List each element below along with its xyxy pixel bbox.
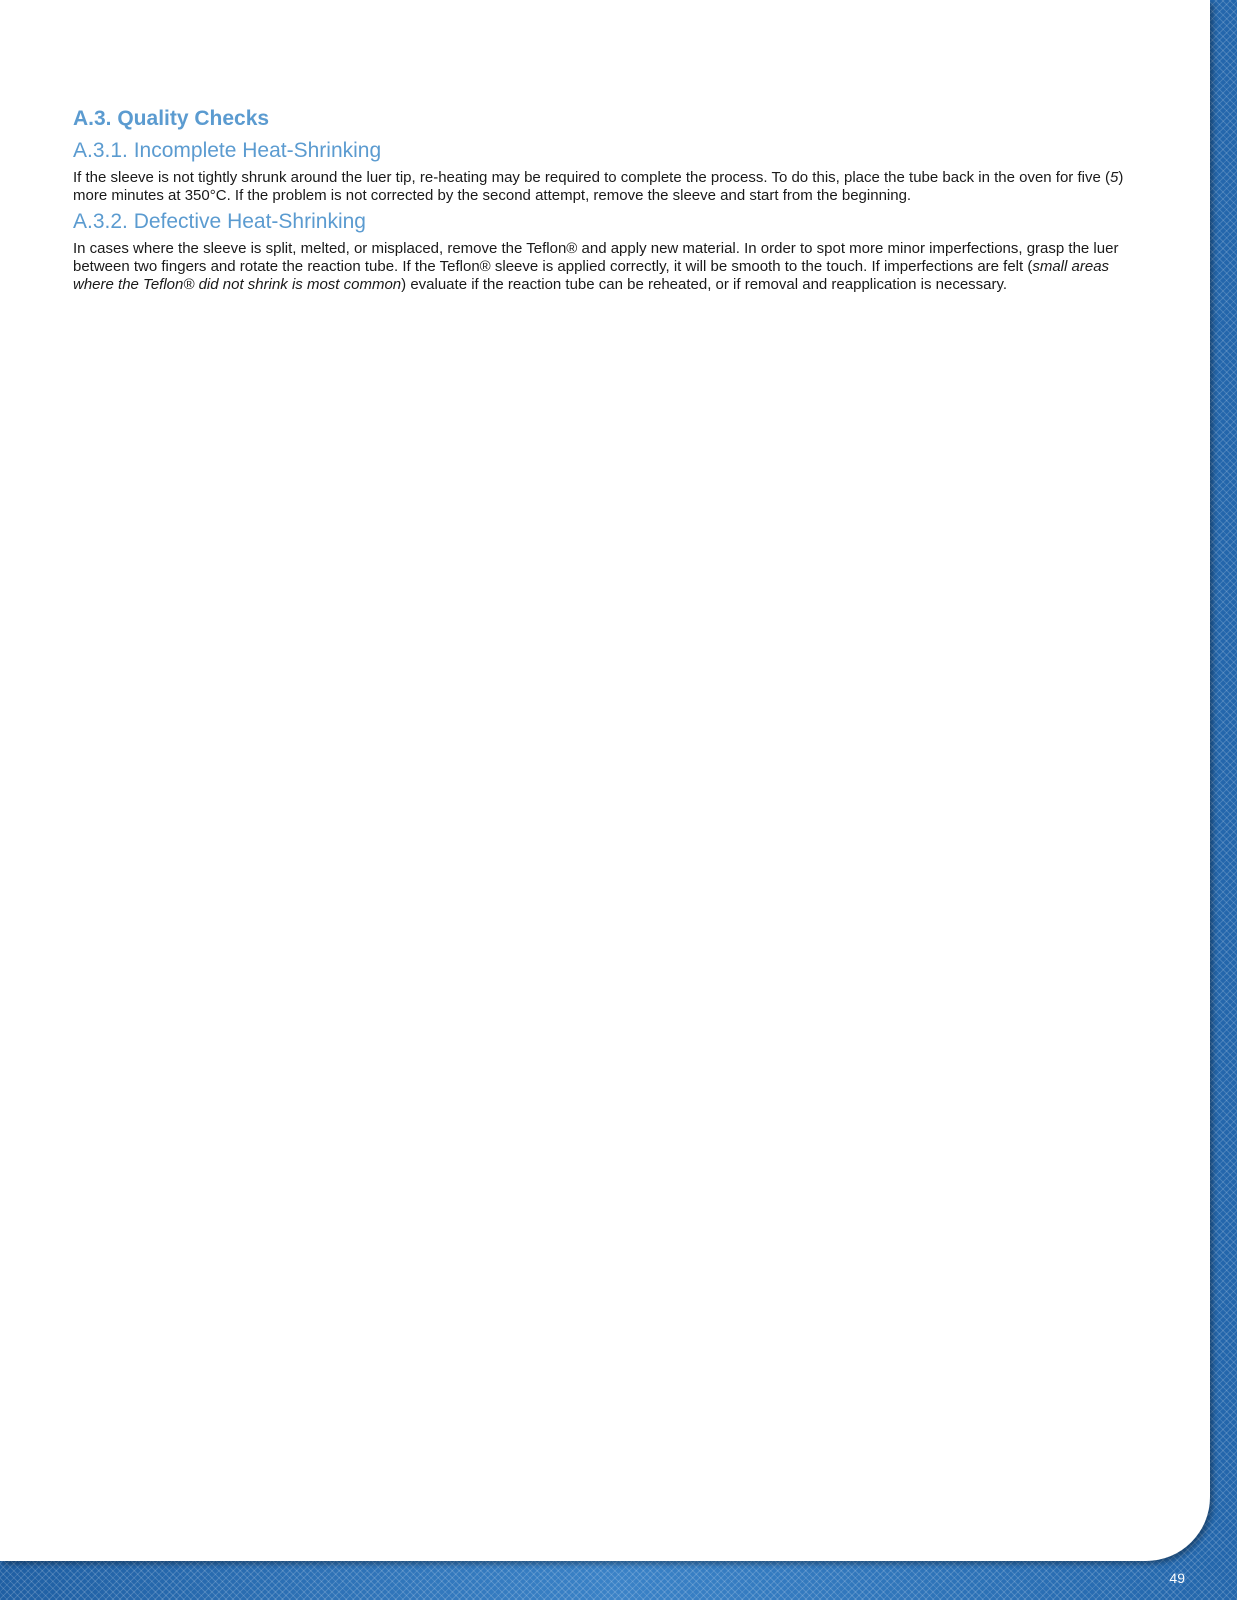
page-number: 49 xyxy=(1169,1570,1185,1586)
paragraph-incomplete-heat-shrinking xyxy=(73,169,1153,205)
paragraph-text: ) evaluate if the reaction tube can be reheated, or if removal and reapplication is necessary. xyxy=(401,276,1008,293)
paragraph-defective-heat-shrinking xyxy=(73,240,1153,294)
paragraph-text: If the sleeve is not tightly shrunk around the luer tip, re-heating may be required to complete the process. To do this, place the tube back in the oven for five ( xyxy=(73,169,1110,186)
paragraph-italic-text: small areas where the Teflon® did not shrink is most common xyxy=(73,258,1110,293)
subsection-heading-defective: A.3.2. Defective Heat-Shrinking xyxy=(73,210,366,233)
section-heading: A.3. Quality Checks xyxy=(73,107,270,130)
paragraph-text: ) more minutes at 350°C. If the problem is not corrected by the second attempt, remove the sleeve and start from the beginning. xyxy=(73,169,1124,204)
page-content xyxy=(73,104,1153,294)
subsection-heading-incomplete: A.3.1. Incomplete Heat-Shrinking xyxy=(73,139,382,162)
paragraph-text: In cases where the sleeve is split, melted, or misplaced, remove the Teflon® and apply new material. In order to spot more minor imperfections, grasp the luer between two fingers and rotate the reaction tube. If the Teflon® sleeve is applied correctly, it will be smooth to the touch. If imperfections are felt ( xyxy=(73,240,1119,275)
paragraph-italic-text: 5 xyxy=(1109,169,1119,186)
